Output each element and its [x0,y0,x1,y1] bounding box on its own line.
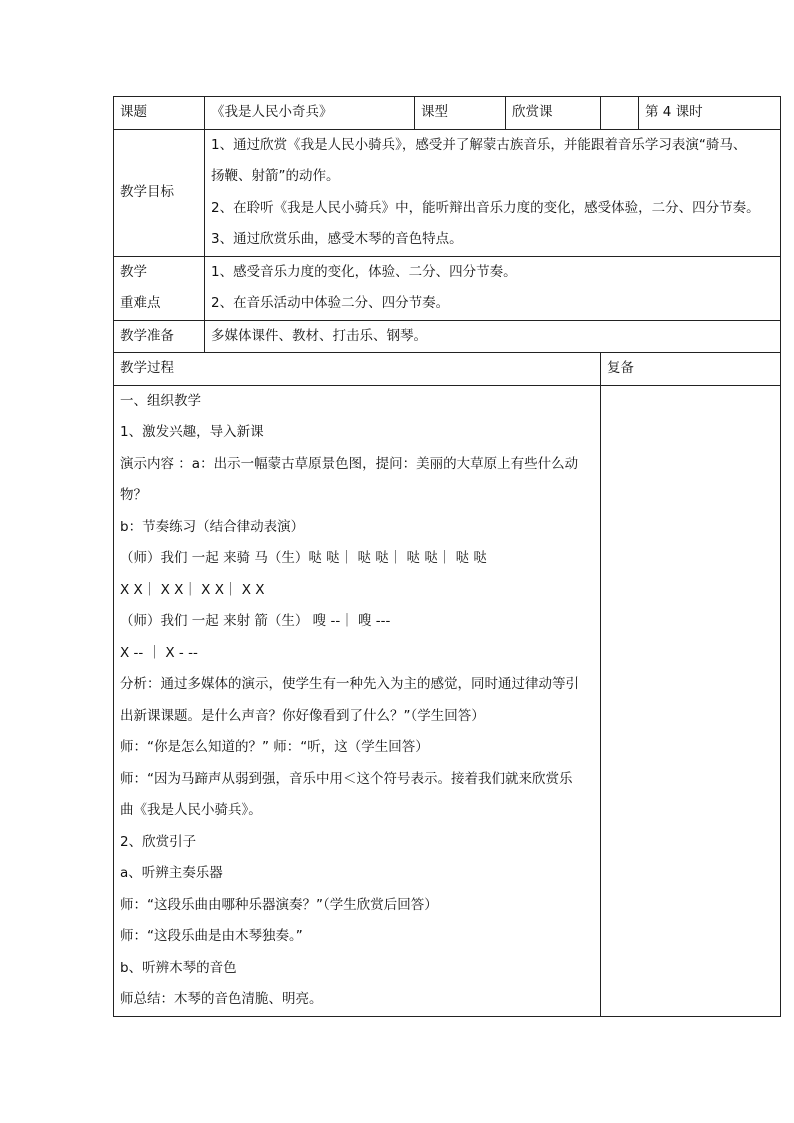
period-value: 第 4 课时 [639,97,781,130]
lesson-plan-table [113,96,781,1017]
key-points-label-line2: 重难点 [120,295,161,311]
process-line: （师）我们 一起 来射 箭（生） 嗖 --｜ 嗖 --- [120,613,391,629]
objective-line: 1、通过欣赏《我是人民小骑兵》，感受并了解蒙古族音乐，并能跟着音乐学习表演“骑马、 [211,136,747,153]
header-row [114,97,781,130]
objective-line: 扬鞭、射箭”的动作。 [211,168,340,184]
key-point-line: 1、感受音乐力度的变化，体验、二分、四分节奏。 [211,263,517,280]
process-label: 教学过程 [114,353,601,386]
process-line: 师：“你是怎么知道的？” 师：“听，这（学生回答） [120,739,429,755]
objectives-row [114,129,781,256]
topic-label: 课题 [114,97,205,130]
process-line: 师：“这段乐曲是由木琴独奏。” [120,928,303,944]
preparation-label: 教学准备 [114,320,205,353]
key-points-label [114,256,205,320]
preparation-row [114,320,781,353]
objectives-label: 教学目标 [114,129,205,256]
type-label: 课型 [415,97,506,130]
process-line: 一、组织教学 [120,392,201,409]
process-line: b、听辨木琴的音色 [120,959,237,976]
process-line: X -- ｜ X - -- [120,644,198,661]
process-line: 师总结：木琴的音色清脆、明亮。 [120,991,323,1007]
process-line: 物？ [120,487,147,503]
objective-line: 3、通过欣赏乐曲，感受木琴的音色特点。 [211,231,463,247]
key-points-content [205,256,781,320]
process-line: 演示内容 ：a：出示一幅蒙古草原景色图，提问：美丽的大草原上有些什么动 [120,455,579,472]
process-line: b：节奏练习（结合律动表演） [120,518,305,535]
process-line: a、听辨主奏乐器 [120,865,223,881]
type-value: 欣赏课 [506,97,601,130]
process-line: X X｜ X X｜ X X｜ X X [120,581,265,598]
objective-line: 2、在聆听《我是人民小骑兵》中，能听辩出音乐力度的变化，感受体验，二分、四分节奏。 [211,199,760,216]
process-content [114,385,601,1016]
process-content-row [114,385,781,1016]
header-spacer [601,97,639,130]
process-line: 2、欣赏引子 [120,833,197,850]
process-line: 出新课课题。是什么声音？你好像看到了什么？”（学生回答） [120,707,485,724]
process-line: 分析：通过多媒体的演示，使学生有一种先入为主的感觉，同时通过律动等引 [120,676,579,692]
process-line: （师）我们 一起 来骑 马（生）哒 哒｜ 哒 哒｜ 哒 哒｜ 哒 哒 [120,550,487,566]
key-points-label-line1: 教学 [120,263,147,280]
topic-value: 《我是人民小奇兵》 [205,97,415,130]
key-points-row [114,256,781,320]
objectives-content [205,129,781,256]
process-header-row [114,353,781,386]
notes-label: 复备 [601,353,781,386]
notes-content [601,385,781,1016]
key-point-line: 2、在音乐活动中体验二分、四分节奏。 [211,295,450,311]
preparation-value: 多媒体课件、教材、打击乐、钢琴。 [205,320,781,353]
process-line: 师：“因为马蹄声从弱到强，音乐中用＜这个符号表示。接着我们就来欣赏乐 [120,770,573,787]
process-line: 1、激发兴趣，导入新课 [120,424,264,440]
process-line: 曲《我是人民小骑兵》。 [120,802,262,818]
process-line: 师：“这段乐曲由哪种乐器演奏？”（学生欣赏后回答） [120,896,438,913]
